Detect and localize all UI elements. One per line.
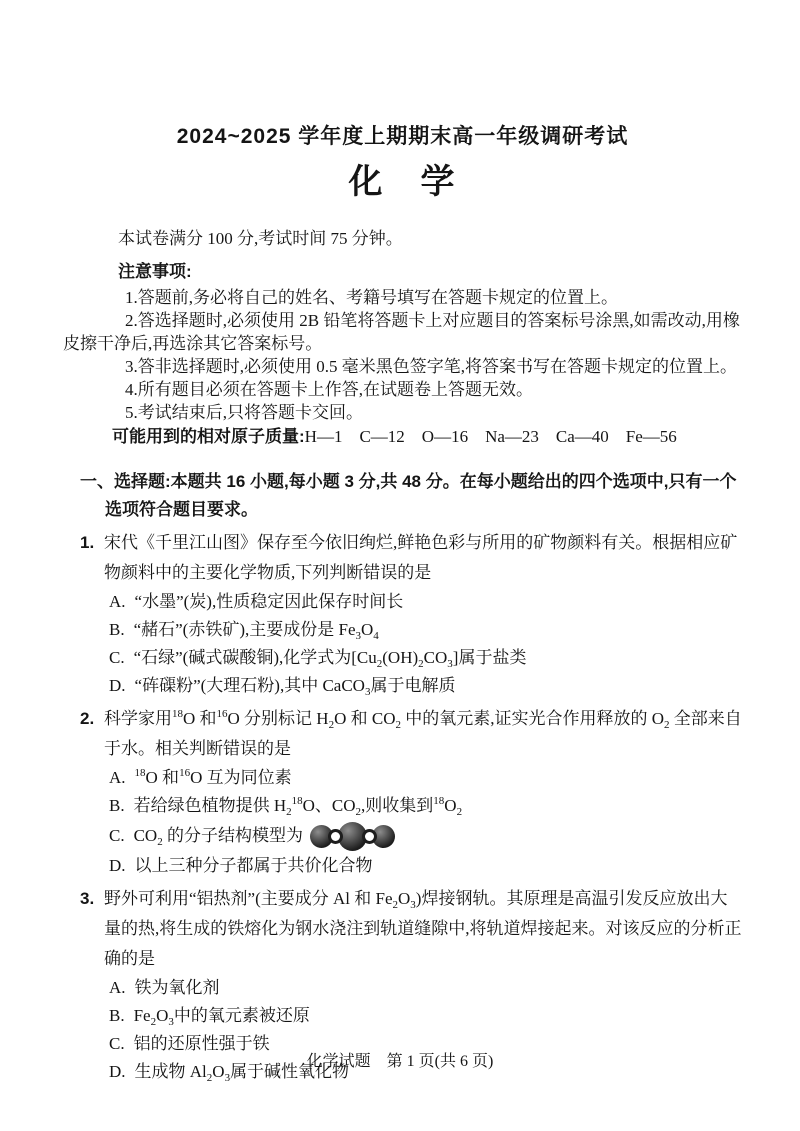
option-label: C. bbox=[109, 648, 125, 667]
option-text: “砗磲粉”(大理石粉),其中 CaCO$_3$属于电解质 bbox=[134, 676, 456, 698]
atomic-masses-values: H—1 C—12 O—16 Na—23 Ca—40 Fe—56 bbox=[304, 427, 677, 446]
option-label: D. bbox=[109, 676, 126, 695]
option-B bbox=[109, 1002, 742, 1030]
option-label: B. bbox=[109, 796, 125, 815]
options-list bbox=[63, 764, 742, 880]
question-number: 1. bbox=[80, 533, 95, 552]
option-C bbox=[109, 820, 742, 852]
exam-title: 2024~2025 学年度上期期末高一年级调研考试 bbox=[176, 125, 629, 148]
option-label: A. bbox=[109, 592, 126, 611]
question-number: 2. bbox=[80, 709, 95, 728]
option-label: A. bbox=[109, 768, 126, 787]
options-list bbox=[63, 588, 742, 700]
option-label: B. bbox=[109, 620, 125, 639]
notice-line: 皮擦干净后,再选涂其它答案标号。 bbox=[63, 334, 323, 353]
co2-model-icon bbox=[310, 820, 395, 852]
option-text: “石绿”(碱式碳酸铜),化学式为$[Cu_2(OH)_2CO_3]$属于盐类 bbox=[133, 648, 527, 670]
bond-connector bbox=[328, 829, 343, 844]
notice-line: 5.考试结束后,只将答题卡交回。 bbox=[125, 403, 363, 422]
option-text: “赭石”(赤铁矿),主要成份是 $Fe_3O_4$ bbox=[133, 620, 379, 642]
atomic-masses-label: 可能用到的相对原子质量: bbox=[112, 427, 305, 446]
option-B bbox=[109, 616, 742, 644]
subject-title: 化 学 bbox=[348, 163, 457, 201]
option-label: C. bbox=[109, 826, 125, 845]
questions bbox=[63, 528, 742, 1086]
option-C bbox=[109, 644, 742, 672]
notice-line: 3.答非选择题时,必须使用 0.5 毫米黑色签字笔,将答案书写在答题卡规定的位置上。 bbox=[125, 357, 737, 376]
option-text: 铝的还原性强于铁 bbox=[133, 1034, 270, 1053]
option-label: B. bbox=[109, 1006, 125, 1025]
bond-connector bbox=[362, 829, 377, 844]
page-footer: 化学试题 第 1 页(共 6 页) bbox=[306, 1053, 494, 1070]
option-D bbox=[109, 672, 742, 700]
question-stem: 宋代《千里江山图》保存至今依旧绚烂,鲜艳色彩与所用的矿物颜料有关。根据相应矿物颜料中的主要化学物质,下列判断错误的是 bbox=[104, 533, 738, 582]
section-heading: 一、选择题:本题共 16 小题,每小题 3 分,共 48 分。在每小题给出的四个选项中,只有一个选项符合题目要求。 bbox=[80, 472, 737, 519]
option-B bbox=[109, 792, 742, 820]
option-A bbox=[109, 588, 742, 616]
option-text: “水墨”(炭),性质稳定因此保存时间长 bbox=[134, 592, 404, 611]
option-label: D. bbox=[109, 1062, 126, 1081]
option-A bbox=[109, 764, 742, 792]
option-text: 生成物 $Al_2O_3$属于碱性氧化物 bbox=[134, 1062, 350, 1084]
notice-lines bbox=[63, 286, 742, 424]
question bbox=[63, 704, 742, 880]
option-text: 铁为氧化剂 bbox=[134, 978, 220, 997]
option-label: C. bbox=[109, 1034, 125, 1053]
question-stem: 野外可利用“铝热剂”(主要成分 Al 和 $Fe_2O_3$)焊接钢轨。其原理是高温引发反应放出大量的热,将生成的铁熔化为钢水浇注到轨道缝隙中,将轨道焊接起来。对该反应的分析正确的是 bbox=[104, 889, 742, 968]
notice-section bbox=[63, 260, 742, 449]
option-text: $Fe_2O_3$中的氧元素被还原 bbox=[133, 1006, 310, 1028]
question-stem: 科学家用$^{18}$O 和$^{16}$O 分别标记 $H_2O$ 和 $CO_2$ 中的氧元素,证实光合作用释放的 $O_2$ 全部来自于水。相关判断错误的是 bbox=[104, 708, 742, 758]
option-label: D. bbox=[109, 856, 126, 875]
option-text: 若给绿色植物提供 $H_2^{18}O$、$CO_2$,则收集到$^{18}O_2$ bbox=[133, 795, 463, 818]
notice-heading: 注意事项: bbox=[118, 262, 192, 281]
option-D bbox=[109, 852, 742, 880]
option-text: $^{18}$O 和$^{16}$O 互为同位素 bbox=[134, 767, 292, 787]
question-number: 3. bbox=[80, 889, 95, 908]
atomic-masses bbox=[112, 425, 742, 449]
option-text: 以上三种分子都属于共价化合物 bbox=[134, 856, 373, 875]
option-text: $CO_2$ 的分子结构模型为 bbox=[133, 826, 303, 848]
option-A bbox=[109, 974, 742, 1002]
exam-info: 本试卷满分 100 分,考试时间 75 分钟。 bbox=[118, 229, 403, 248]
question bbox=[63, 528, 742, 700]
notice-line: 1.答题前,务必将自己的姓名、考籍号填写在答题卡规定的位置上。 bbox=[125, 288, 618, 307]
notice-line: 2.答选择题时,必须使用 2B 铅笔将答题卡上对应题目的答案标号涂黑,如需改动,用橡 bbox=[125, 311, 740, 330]
option-label: A. bbox=[109, 978, 126, 997]
notice-line: 4.所有题目必须在答题卡上作答,在试题卷上答题无效。 bbox=[125, 380, 533, 399]
